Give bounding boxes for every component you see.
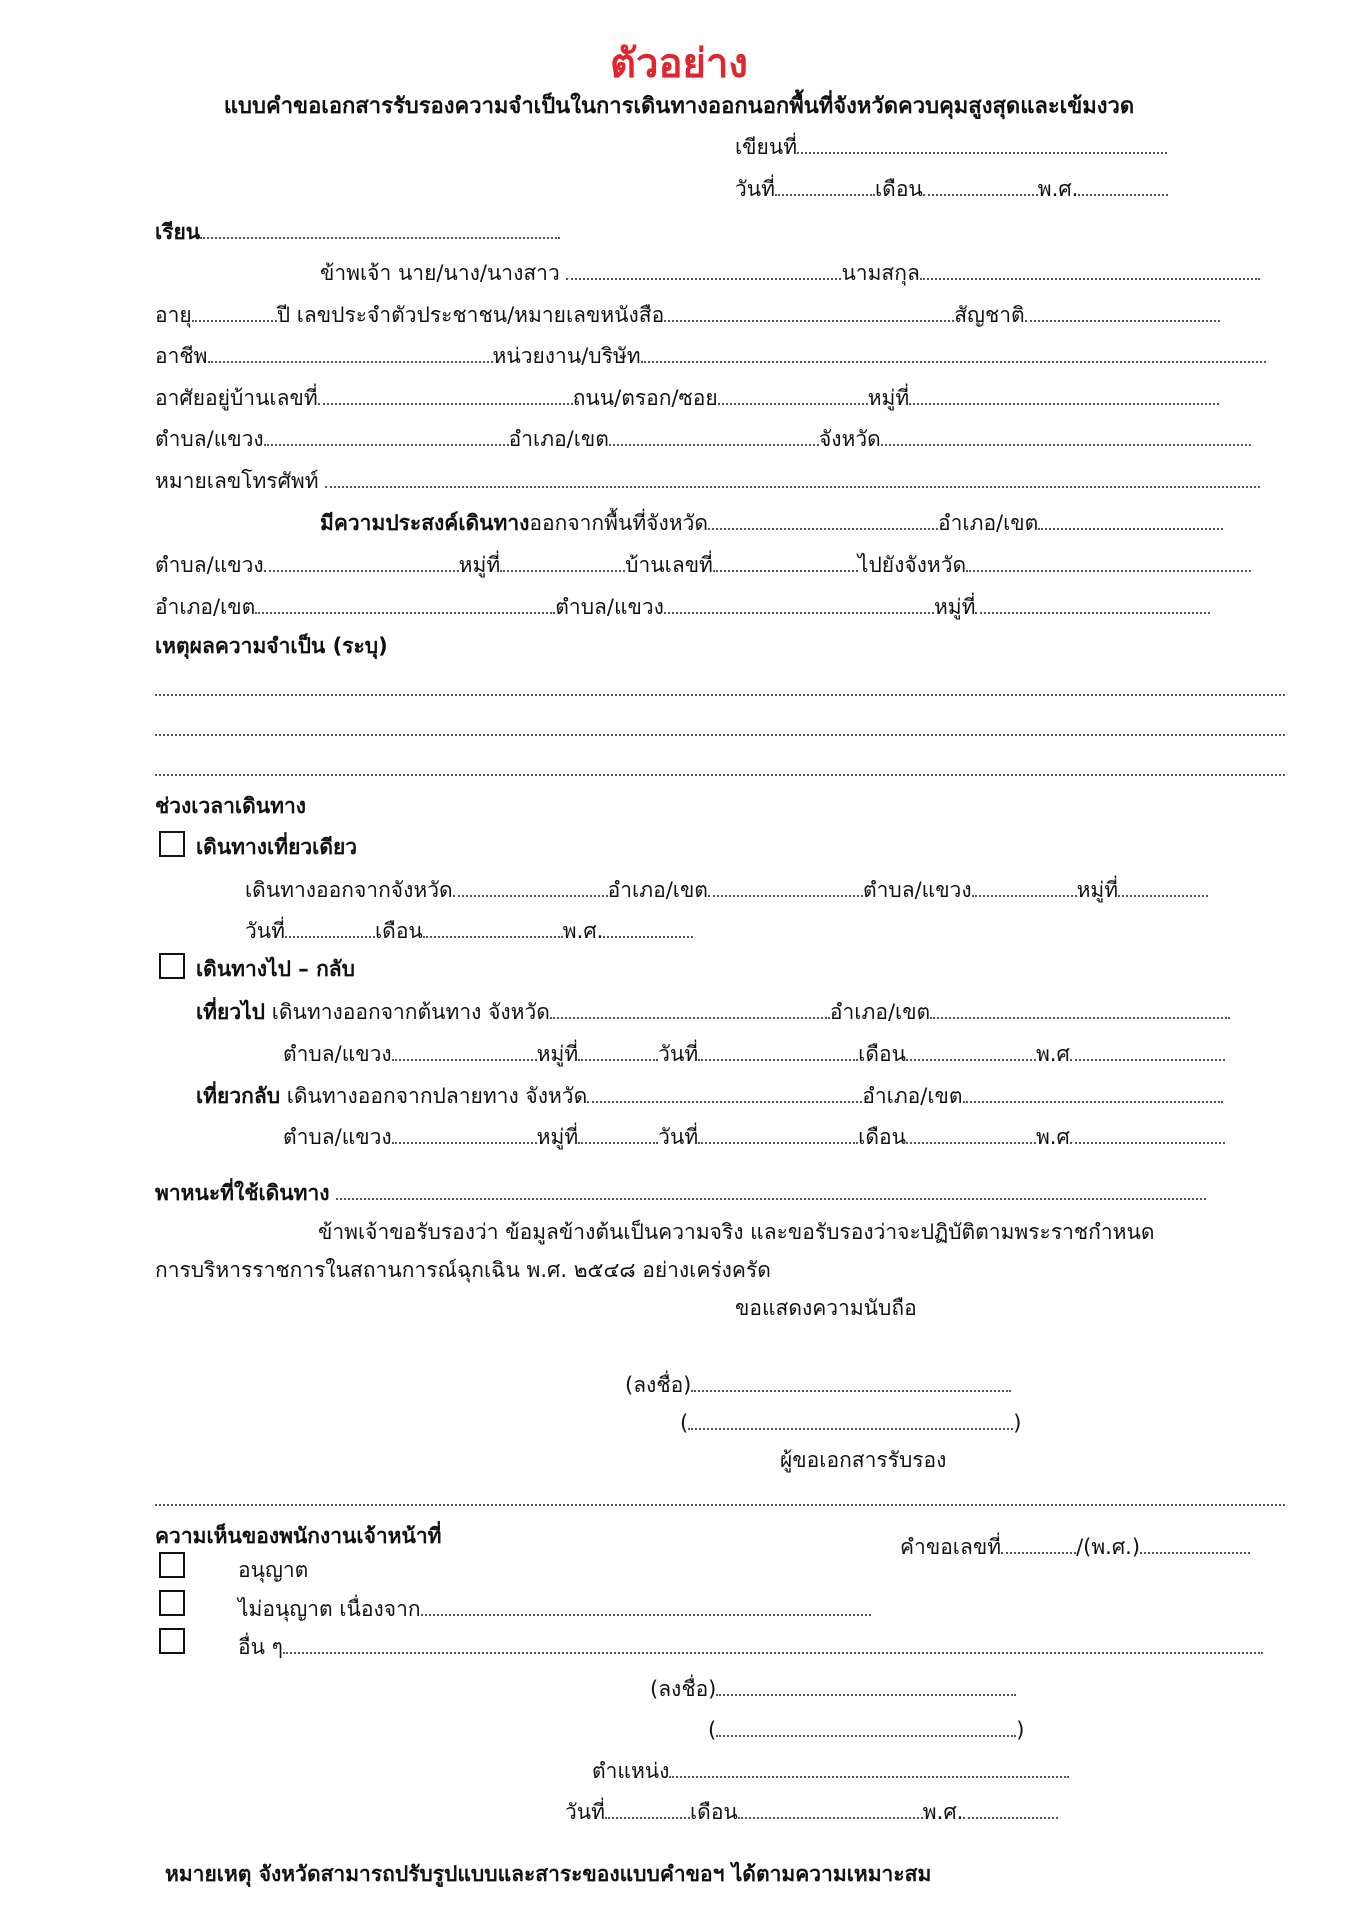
one-way-subdistrict-field[interactable] [972,875,1077,897]
position-label: ตำแหน่ง [592,1759,670,1783]
name-line [320,258,1260,287]
return-rest: เดินทางออกจากปลายทาง จังหวัด [286,1084,588,1108]
return-date-field[interactable] [698,1122,858,1144]
return-district-field[interactable] [963,1081,1223,1103]
outbound-province-field[interactable] [550,997,830,1019]
outbound-district-label: อำเภอ/เขต [829,1000,931,1024]
to-province-field[interactable] [966,550,1251,572]
return-month-field[interactable] [906,1122,1036,1144]
locality-line [155,424,1251,453]
one-way-from-line [245,875,1208,904]
section-divider [155,1502,1285,1506]
approve-checkbox[interactable] [159,1552,185,1578]
subdistrict-field[interactable] [264,424,509,446]
from-district-label: อำเภอ/เขต [938,511,1039,535]
one-way-date-label: วันที่ [245,919,285,943]
form-title: แบบคำขอเอกสารรับรองความจำเป็นในการเดินทางออกนอกพื้นที่จังหวัดควบคุมสูงสุดและเข้มงวด [223,94,1135,119]
outbound-rest: เดินทางออกจากต้นทาง จังหวัด [271,1000,550,1024]
reason-field-2[interactable] [155,732,1285,736]
header-date-line [735,174,1168,203]
written-at-line [735,132,1167,161]
workplace-field[interactable] [641,341,1266,363]
return-subdistrict-field[interactable] [392,1122,537,1144]
outbound-month-field[interactable] [906,1039,1036,1061]
one-way-moo-label: หมู่ที่ [1076,878,1119,902]
vehicle-field[interactable] [336,1178,1206,1200]
deny-label: ไม่อนุญาต เนื่องจาก [238,1597,421,1621]
one-way-district-label: อำเภอ/เขต [607,878,708,902]
applicant-sign-label: (ลงชื่อ) [625,1373,692,1397]
outbound-moo-label: หมู่ที่ [536,1042,579,1066]
district-field[interactable] [609,424,819,446]
to-district-label: อำเภอ/เขต [155,595,256,619]
one-way-month-label: เดือน [375,919,423,943]
outbound-district-field[interactable] [930,997,1230,1019]
deny-checkbox[interactable] [159,1590,185,1616]
officer-month-label: เดือน [690,1800,738,1824]
from-moo-field[interactable] [500,550,625,572]
return-date-label: วันที่ [658,1125,699,1149]
request-year-label: /(พ.ศ.) [1076,1535,1141,1559]
other-checkbox[interactable] [159,1628,185,1654]
firstname-field[interactable] [566,258,841,280]
officer-year-field[interactable] [963,1797,1058,1819]
return-year-label: พ.ศ [1035,1125,1070,1149]
written-at-label: เขียนที่ [735,135,798,159]
officer-date-line [565,1797,1058,1826]
officer-month-field[interactable] [738,1797,923,1819]
from-house-label: บ้านเลขที่ [625,553,713,577]
officer-sign-label: (ลงชื่อ) [650,1677,717,1701]
reason-field-1[interactable] [155,692,1285,696]
return-province-field[interactable] [587,1081,862,1103]
outbound-moo-field[interactable] [578,1039,658,1061]
age-field[interactable] [192,300,277,322]
one-way-year-label: พ.ศ. [562,919,604,943]
year-label: พ.ศ. [1037,177,1079,201]
road-label: ถนน/ตรอก/ซอย [572,386,718,410]
applicant-role: ผู้ขอเอกสารรับรอง [780,1448,947,1472]
title-label: ข้าพเจ้า นาย/นาง/นางสาว [320,261,560,285]
outbound-month-label: เดือน [858,1042,906,1066]
vehicle-label: พาหนะที่ใช้เดินทาง [155,1181,330,1205]
round-trip-label: เดินทางไป – กลับ [196,957,355,981]
to-district-field[interactable] [255,592,555,614]
return-moo-field[interactable] [578,1122,658,1144]
address-no-label: อาศัยอยู่บ้านเลขที่ [155,386,318,410]
vehicle-line [155,1178,1206,1207]
period-heading: ช่วงเวลาเดินทาง [155,794,306,818]
applicant-name-line [680,1408,1021,1437]
return-year-field[interactable] [1070,1122,1225,1144]
footer-note: หมายเหตุ จังหวัดสามารถปรับรูปแบบและสาระของแบบคำขอฯ ได้ตามความเหมาะสม [165,1862,932,1886]
from-subdistrict-field[interactable] [264,550,459,572]
outbound-subdistrict-field[interactable] [392,1039,537,1061]
age-line [155,300,1220,329]
subdistrict-label: ตำบล/แขวง [155,427,264,451]
from-moo-label: หมู่ที่ [458,553,501,577]
reason-label: เหตุผลความจำเป็น (ระบุ) [155,634,388,658]
other-line [238,1632,1263,1661]
one-way-from-label: เดินทางออกจากจังหวัด [245,878,453,902]
intent-bold: มีความประสงค์เดินทาง [320,511,530,535]
return-detail-line [283,1122,1225,1151]
one-way-label: เดินทางเที่ยวเดียว [196,835,358,859]
other-field[interactable] [283,1632,1263,1654]
officer-paren-close: ) [1016,1718,1025,1742]
to-field[interactable] [200,217,560,239]
to-label: เรียน [155,220,201,244]
officer-date-label: วันที่ [565,1800,605,1824]
request-no-label: คำขอเลขที่ [900,1535,1002,1559]
applicant-sign-field[interactable] [691,1370,1011,1392]
position-field[interactable] [669,1756,1069,1778]
month-field[interactable] [923,174,1038,196]
approve-label: อนุญาต [238,1558,309,1582]
from-subdistrict-label: ตำบล/แขวง [155,553,264,577]
road-field[interactable] [718,383,868,405]
return-bold: เที่ยวกลับ [196,1084,281,1108]
occupation-line [155,341,1266,370]
to-locality-line [155,592,1210,621]
officer-paren-open: ( [708,1718,717,1742]
intent-rest: ออกจากพื้นที่จังหวัด [529,511,709,535]
workplace-label: หน่วยงาน/บริษัท [492,344,641,368]
one-way-moo-field[interactable] [1118,875,1208,897]
from-locality-line [155,550,1251,579]
age-label: อายุ [155,303,192,327]
address-line [155,383,1219,412]
other-label: อื่น ๆ [238,1635,283,1659]
cert-line-1: ข้าพเจ้าขอรับรองว่า ข้อมูลข้างต้นเป็นความจริง และขอรับรองว่าจะปฏิบัติตามพระราชกำหนด [318,1220,1155,1244]
from-district-field[interactable] [1038,508,1223,530]
deny-reason-field[interactable] [421,1594,871,1616]
reason-field-3[interactable] [155,772,1285,776]
officer-sign-line [650,1674,1016,1703]
from-province-field[interactable] [708,508,938,530]
phone-line [155,466,1260,495]
officer-sign-field[interactable] [716,1674,1016,1696]
one-way-subdistrict-label: ตำบล/แขวง [862,878,972,902]
one-way-date-line [245,916,693,945]
officer-name-line [708,1715,1024,1744]
surname-field[interactable] [920,258,1260,280]
regards: ขอแสดงความนับถือ [735,1296,917,1320]
from-house-field[interactable] [713,550,858,572]
deny-line [238,1594,871,1623]
one-way-year-field[interactable] [603,916,693,938]
one-way-checkbox[interactable] [159,831,185,857]
one-way-date-field[interactable] [285,916,375,938]
paren-close: ) [1013,1411,1022,1435]
to-subdistrict-field[interactable] [664,592,934,614]
one-way-district-field[interactable] [708,875,863,897]
surname-label: นามสกุล [841,261,920,285]
phone-field[interactable] [325,466,1260,488]
paren-open: ( [680,1411,689,1435]
cert-line-2: การบริหารราชการในสถานการณ์ฉุกเฉิน พ.ศ. ๒๕๔๘ อย่างเคร่งครัด [155,1258,771,1282]
officer-heading: ความเห็นของพนักงานเจ้าหน้าที่ [155,1524,442,1548]
one-way-month-field[interactable] [423,916,563,938]
outbound-year-label: พ.ศ [1035,1042,1070,1066]
outbound-detail-line [283,1039,1225,1068]
request-year-field[interactable] [1140,1532,1250,1554]
return-moo-label: หมู่ที่ [536,1125,579,1149]
outbound-line [196,997,1230,1026]
officer-name-field[interactable] [716,1715,1016,1737]
nationality-field[interactable] [1025,300,1220,322]
round-trip-checkbox[interactable] [159,953,185,979]
outbound-date-label: วันที่ [658,1042,699,1066]
return-subdistrict-label: ตำบล/แขวง [283,1125,392,1149]
outbound-subdistrict-label: ตำบล/แขวง [283,1042,392,1066]
nationality-label: สัญชาติ [954,303,1025,327]
district-label: อำเภอ/เขต [508,427,609,451]
position-line [592,1756,1069,1785]
applicant-sign-line [625,1370,1011,1399]
year-field[interactable] [1078,174,1168,196]
written-at-field[interactable] [797,132,1167,154]
phone-label: หมายเลขโทรศัพท์ [155,469,319,493]
request-no-field[interactable] [1001,1532,1076,1554]
province-field[interactable] [881,424,1251,446]
month-label: เดือน [875,177,923,201]
occupation-field[interactable] [208,341,493,363]
sample-label: ตัวอย่าง [610,41,748,87]
id-label: ปี เลขประจำตัวประชาชน/หมายเลขหนังสือ [276,303,665,327]
outbound-year-field[interactable] [1070,1039,1225,1061]
one-way-province-field[interactable] [453,875,608,897]
request-no-line [900,1532,1250,1561]
to-moo-label: หมู่ที่ [933,595,976,619]
officer-year-label: พ.ศ. [922,1800,964,1824]
date-field[interactable] [775,174,875,196]
officer-date-field[interactable] [605,1797,690,1819]
return-month-label: เดือน [858,1125,906,1149]
occupation-label: อาชีพ [155,344,208,368]
to-subdistrict-label: ตำบล/แขวง [555,595,664,619]
moo-label: หมู่ที่ [867,386,910,410]
intent-line [320,508,1223,537]
outbound-date-field[interactable] [698,1039,858,1061]
to-line [155,217,560,246]
to-moo-field[interactable] [975,592,1210,614]
id-field[interactable] [664,300,954,322]
return-district-label: อำเภอ/เขต [862,1084,963,1108]
return-line [196,1081,1223,1110]
address-no-field[interactable] [318,383,573,405]
outbound-bold: เที่ยวไป [196,1000,266,1024]
moo-field[interactable] [909,383,1219,405]
to-province-label: ไปยังจังหวัด [857,553,967,577]
province-label: จังหวัด [818,427,881,451]
applicant-name-field[interactable] [688,1408,1013,1430]
date-label: วันที่ [735,177,775,201]
